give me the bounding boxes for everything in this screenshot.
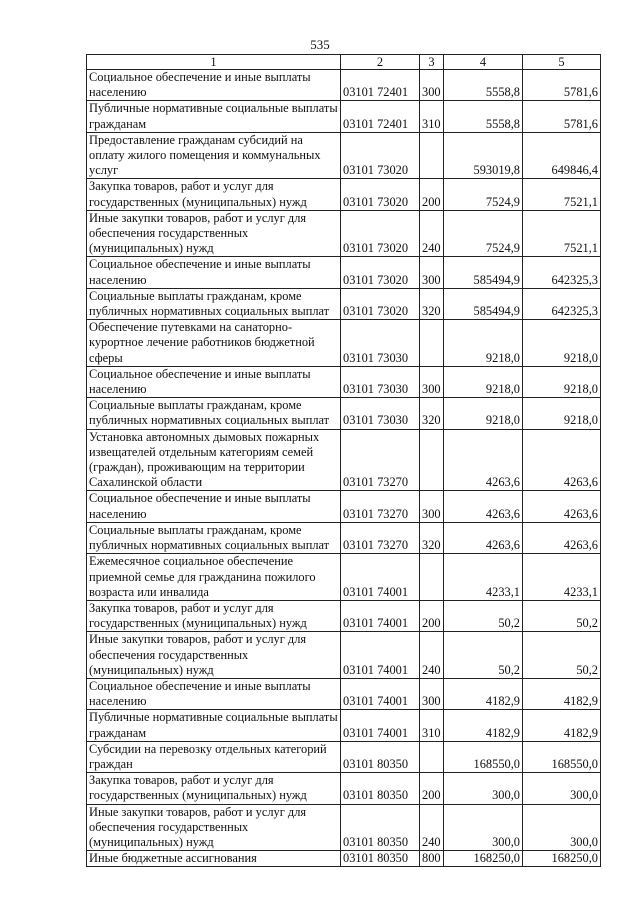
row-name-cell: Социальное обеспечение и иные выплаты населению bbox=[87, 491, 341, 522]
row-name-cell: Публичные нормативные социальные выплаты гражданам bbox=[87, 101, 341, 132]
row-name-cell: Ежемесячное социальное обеспечение приемной семье для гражданина пожилого возраста или инвалида bbox=[87, 554, 341, 601]
column-header: 1 bbox=[87, 55, 341, 70]
row-expense-type-cell: 200 bbox=[420, 773, 444, 804]
row-expense-type-cell bbox=[420, 429, 444, 491]
table-row bbox=[87, 320, 601, 367]
row-code-cell: 03101 74001 bbox=[341, 554, 420, 601]
row-value-year2-cell: 300,0 bbox=[523, 773, 601, 804]
row-value-year2-cell: 9218,0 bbox=[523, 320, 601, 367]
row-expense-type-cell: 320 bbox=[420, 398, 444, 429]
row-name-cell: Социальные выплаты гражданам, кроме публичных нормативных социальных выплат bbox=[87, 288, 341, 319]
column-header: 5 bbox=[523, 55, 601, 70]
row-value-year2-cell: 5781,6 bbox=[523, 70, 601, 101]
row-value-year2-cell: 9218,0 bbox=[523, 366, 601, 397]
row-expense-type-cell: 240 bbox=[420, 804, 444, 851]
table-row bbox=[87, 678, 601, 709]
budget-table bbox=[86, 54, 601, 867]
row-value-year2-cell: 642325,3 bbox=[523, 257, 601, 288]
table-row bbox=[87, 101, 601, 132]
table-row bbox=[87, 804, 601, 851]
row-value-year2-cell: 4233,1 bbox=[523, 554, 601, 601]
row-value-year2-cell: 642325,3 bbox=[523, 288, 601, 319]
row-code-cell: 03101 74001 bbox=[341, 710, 420, 741]
row-expense-type-cell: 300 bbox=[420, 491, 444, 522]
row-code-cell: 03101 74001 bbox=[341, 678, 420, 709]
row-value-year2-cell: 50,2 bbox=[523, 632, 601, 679]
row-value-year1-cell: 168250,0 bbox=[444, 851, 523, 867]
column-header: 2 bbox=[341, 55, 420, 70]
row-name-cell: Социальное обеспечение и иные выплаты населению bbox=[87, 70, 341, 101]
row-value-year2-cell: 4263,6 bbox=[523, 522, 601, 553]
row-expense-type-cell: 200 bbox=[420, 179, 444, 210]
table-row bbox=[87, 179, 601, 210]
row-code-cell: 03101 73020 bbox=[341, 257, 420, 288]
row-value-year2-cell: 7521,1 bbox=[523, 210, 601, 257]
row-name-cell: Обеспечение путевками на санаторно-курортное лечение работников бюджетной сферы bbox=[87, 320, 341, 367]
table-row bbox=[87, 366, 601, 397]
row-value-year2-cell: 168550,0 bbox=[523, 741, 601, 772]
table-row bbox=[87, 632, 601, 679]
row-expense-type-cell bbox=[420, 741, 444, 772]
table-row bbox=[87, 773, 601, 804]
row-expense-type-cell: 240 bbox=[420, 632, 444, 679]
row-name-cell: Социальные выплаты гражданам, кроме публичных нормативных социальных выплат bbox=[87, 398, 341, 429]
row-value-year2-cell: 649846,4 bbox=[523, 132, 601, 179]
row-value-year2-cell: 4182,9 bbox=[523, 710, 601, 741]
row-value-year2-cell: 4263,6 bbox=[523, 429, 601, 491]
row-expense-type-cell: 300 bbox=[420, 366, 444, 397]
row-value-year1-cell: 585494,9 bbox=[444, 288, 523, 319]
row-value-year1-cell: 9218,0 bbox=[444, 320, 523, 367]
row-name-cell: Закупка товаров, работ и услуг для государственных (муниципальных) нужд bbox=[87, 773, 341, 804]
row-code-cell: 03101 73020 bbox=[341, 132, 420, 179]
column-header: 3 bbox=[420, 55, 444, 70]
row-value-year1-cell: 593019,8 bbox=[444, 132, 523, 179]
row-value-year1-cell: 9218,0 bbox=[444, 366, 523, 397]
row-name-cell: Предоставление гражданам субсидий на оплату жилого помещения и коммунальных услуг bbox=[87, 132, 341, 179]
row-value-year2-cell: 50,2 bbox=[523, 600, 601, 631]
row-value-year1-cell: 50,2 bbox=[444, 632, 523, 679]
row-code-cell: 03101 73020 bbox=[341, 210, 420, 257]
row-code-cell: 03101 80350 bbox=[341, 851, 420, 867]
row-value-year1-cell: 4182,9 bbox=[444, 710, 523, 741]
table-row bbox=[87, 210, 601, 257]
row-expense-type-cell: 310 bbox=[420, 101, 444, 132]
row-code-cell: 03101 73020 bbox=[341, 179, 420, 210]
row-value-year1-cell: 4263,6 bbox=[444, 491, 523, 522]
row-code-cell: 03101 73030 bbox=[341, 398, 420, 429]
table-row bbox=[87, 491, 601, 522]
row-code-cell: 03101 72401 bbox=[341, 70, 420, 101]
row-name-cell: Социальное обеспечение и иные выплаты населению bbox=[87, 366, 341, 397]
row-value-year1-cell: 168550,0 bbox=[444, 741, 523, 772]
table-header-row bbox=[87, 55, 601, 70]
row-name-cell: Иные бюджетные ассигнования bbox=[87, 851, 341, 867]
row-value-year2-cell: 4182,9 bbox=[523, 678, 601, 709]
row-value-year2-cell: 300,0 bbox=[523, 804, 601, 851]
row-name-cell: Иные закупки товаров, работ и услуг для обеспечения государственных (муниципальных) нужд bbox=[87, 210, 341, 257]
row-value-year1-cell: 4263,6 bbox=[444, 429, 523, 491]
row-name-cell: Закупка товаров, работ и услуг для государственных (муниципальных) нужд bbox=[87, 600, 341, 631]
row-value-year1-cell: 585494,9 bbox=[444, 257, 523, 288]
row-code-cell: 03101 73270 bbox=[341, 522, 420, 553]
row-code-cell: 03101 73270 bbox=[341, 491, 420, 522]
row-value-year2-cell: 7521,1 bbox=[523, 179, 601, 210]
row-value-year1-cell: 7524,9 bbox=[444, 210, 523, 257]
row-expense-type-cell bbox=[420, 132, 444, 179]
row-value-year1-cell: 4182,9 bbox=[444, 678, 523, 709]
row-code-cell: 03101 73030 bbox=[341, 320, 420, 367]
row-value-year1-cell: 4233,1 bbox=[444, 554, 523, 601]
row-expense-type-cell bbox=[420, 320, 444, 367]
row-code-cell: 03101 72401 bbox=[341, 101, 420, 132]
row-expense-type-cell: 320 bbox=[420, 288, 444, 319]
row-code-cell: 03101 73030 bbox=[341, 366, 420, 397]
row-name-cell: Иные закупки товаров, работ и услуг для обеспечения государственных (муниципальных) нужд bbox=[87, 632, 341, 679]
row-name-cell: Социальное обеспечение и иные выплаты населению bbox=[87, 678, 341, 709]
table-row bbox=[87, 70, 601, 101]
row-value-year2-cell: 5781,6 bbox=[523, 101, 601, 132]
row-expense-type-cell: 300 bbox=[420, 678, 444, 709]
row-name-cell: Социальные выплаты гражданам, кроме публичных нормативных социальных выплат bbox=[87, 522, 341, 553]
table-row bbox=[87, 600, 601, 631]
table-row bbox=[87, 741, 601, 772]
row-value-year1-cell: 7524,9 bbox=[444, 179, 523, 210]
row-name-cell: Публичные нормативные социальные выплаты гражданам bbox=[87, 710, 341, 741]
row-name-cell: Субсидии на перевозку отдельных категорий граждан bbox=[87, 741, 341, 772]
row-name-cell: Социальное обеспечение и иные выплаты населению bbox=[87, 257, 341, 288]
row-expense-type-cell: 240 bbox=[420, 210, 444, 257]
table-row bbox=[87, 554, 601, 601]
row-code-cell: 03101 74001 bbox=[341, 632, 420, 679]
row-value-year1-cell: 300,0 bbox=[444, 804, 523, 851]
table-row bbox=[87, 398, 601, 429]
row-expense-type-cell: 310 bbox=[420, 710, 444, 741]
table-row bbox=[87, 851, 601, 867]
row-expense-type-cell: 320 bbox=[420, 522, 444, 553]
table-row bbox=[87, 288, 601, 319]
row-value-year2-cell: 9218,0 bbox=[523, 398, 601, 429]
row-name-cell: Иные закупки товаров, работ и услуг для обеспечения государственных (муниципальных) нужд bbox=[87, 804, 341, 851]
row-expense-type-cell: 300 bbox=[420, 70, 444, 101]
row-value-year2-cell: 168250,0 bbox=[523, 851, 601, 867]
table-row bbox=[87, 429, 601, 491]
page-number: 535 bbox=[310, 37, 330, 52]
table-row bbox=[87, 132, 601, 179]
row-value-year1-cell: 50,2 bbox=[444, 600, 523, 631]
table-row bbox=[87, 257, 601, 288]
row-expense-type-cell: 200 bbox=[420, 600, 444, 631]
row-expense-type-cell bbox=[420, 554, 444, 601]
row-expense-type-cell: 800 bbox=[420, 851, 444, 867]
row-code-cell: 03101 73020 bbox=[341, 288, 420, 319]
row-expense-type-cell: 300 bbox=[420, 257, 444, 288]
row-code-cell: 03101 80350 bbox=[341, 804, 420, 851]
row-value-year1-cell: 5558,8 bbox=[444, 101, 523, 132]
row-code-cell: 03101 80350 bbox=[341, 773, 420, 804]
table-row bbox=[87, 710, 601, 741]
row-value-year1-cell: 300,0 bbox=[444, 773, 523, 804]
row-name-cell: Закупка товаров, работ и услуг для государственных (муниципальных) нужд bbox=[87, 179, 341, 210]
row-name-cell: Установка автономных дымовых пожарных извещателей отдельным категориям семей (граждан), проживающим на территории Сахалинской области bbox=[87, 429, 341, 491]
row-code-cell: 03101 80350 bbox=[341, 741, 420, 772]
row-code-cell: 03101 74001 bbox=[341, 600, 420, 631]
row-value-year1-cell: 4263,6 bbox=[444, 522, 523, 553]
row-code-cell: 03101 73270 bbox=[341, 429, 420, 491]
column-header: 4 bbox=[444, 55, 523, 70]
table-row bbox=[87, 522, 601, 553]
row-value-year2-cell: 4263,6 bbox=[523, 491, 601, 522]
row-value-year1-cell: 9218,0 bbox=[444, 398, 523, 429]
row-value-year1-cell: 5558,8 bbox=[444, 70, 523, 101]
